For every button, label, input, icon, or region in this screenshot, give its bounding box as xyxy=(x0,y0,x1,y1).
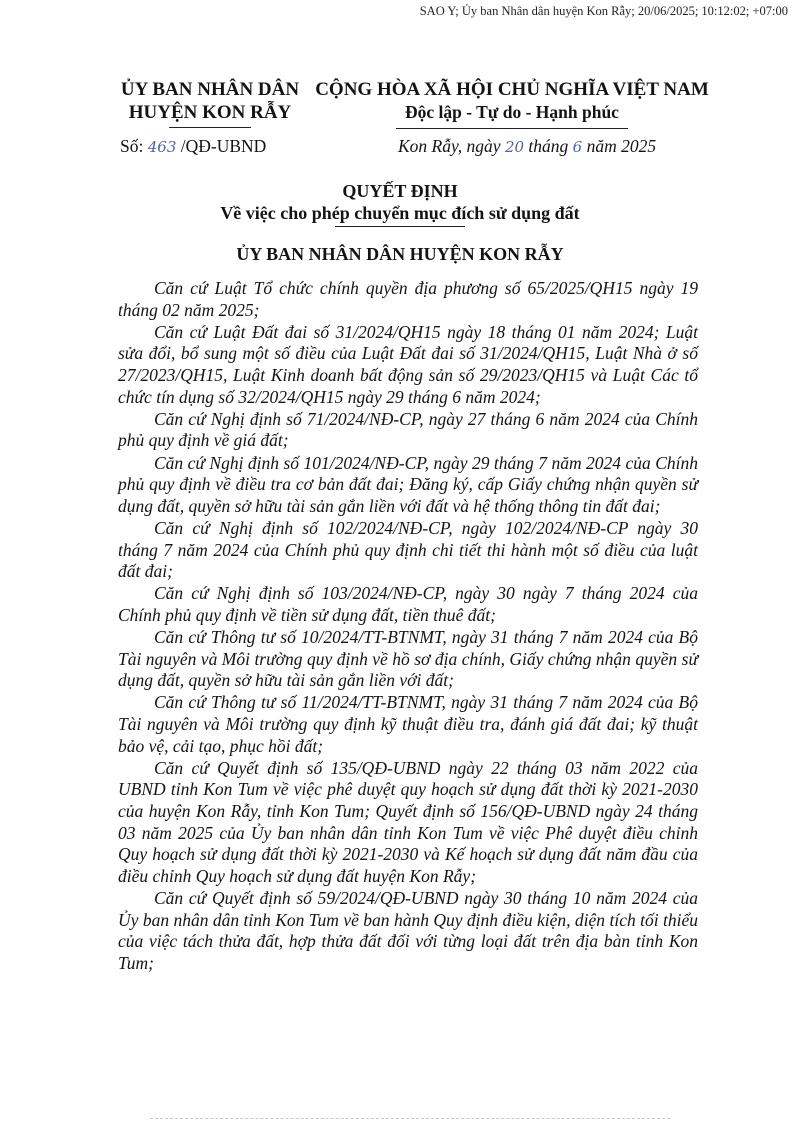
legal-basis-paragraph: Căn cứ Nghị định số 101/2024/NĐ-CP, ngày 29 tháng 7 năm 2024 của Chính phủ quy định về điều tra cơ bản đất đai; Đăng ký, cấp Giấy chứng nhận quyền sử dụng đất, quyền sở hữu tài sản gắn liền với đất và hệ thống thông tin đất đai; xyxy=(118,452,698,516)
legal-basis-paragraph: Căn cứ Luật Đất đai số 31/2024/QH15 ngày 18 tháng 01 năm 2024; Luật sửa đổi, bổ sung một số điều của Luật Đất đai số 31/2024/QH15, Luật Nhà ở số 27/2023/QH15, Luật Kinh doanh bất động sản số 29/2023/QH15 và Luật Các tổ chức tín dụng số 32/2024/QH15 ngày 29 tháng 6 năm 2024; xyxy=(118,321,698,407)
legal-basis-paragraph: Căn cứ Nghị định số 102/2024/NĐ-CP, ngày 102/2024/NĐ-CP ngày 30 tháng 7 năm 2024 của Chính phủ quy định chi tiết thi hành một số điều của luật đất đai; xyxy=(118,517,698,582)
handwritten-number: 463 xyxy=(147,138,177,156)
document-number xyxy=(120,136,266,157)
issuer-heading: ỦY BAN NHÂN DÂN HUYỆN KON RẪY xyxy=(236,244,564,264)
authority-line-1: ỦY BAN NHÂN DÂN xyxy=(120,79,300,100)
motto-underline xyxy=(396,128,628,129)
title-subject: Về việc cho phép chuyển mục đích sử dụng đất xyxy=(220,203,580,223)
document-title xyxy=(0,180,800,227)
legal-basis-paragraph: Căn cứ Nghị định số 71/2024/NĐ-CP, ngày 27 tháng 6 năm 2024 của Chính phủ quy định về giá đất; xyxy=(118,408,698,451)
legal-basis-paragraph: Căn cứ Thông tư số 11/2024/TT-BTNMT, ngày 31 tháng 7 năm 2024 của Bộ Tài nguyên và Môi trường quy định kỹ thuật điều tra, đánh giá đất đai; kỹ thuật bảo vệ, cải tạo, phục hồi đất; xyxy=(118,692,698,756)
authority-underline xyxy=(169,127,251,128)
title-underline xyxy=(335,226,465,227)
handwritten-month: 6 xyxy=(572,138,583,156)
legal-bases xyxy=(118,278,698,975)
number-prefix: Số: xyxy=(120,136,148,156)
legal-basis-paragraph: Căn cứ Nghị định số 103/2024/NĐ-CP, ngày 30 ngày 7 tháng 2024 của Chính phủ quy định về tiền sử dụng đất, tiền thuê đất; xyxy=(118,583,698,625)
legal-basis-paragraph: Căn cứ Quyết định số 59/2024/QĐ-UBND ngày 30 tháng 10 năm 2024 của Ủy ban nhân dân tỉnh Kon Tum về ban hành Quy định điều kiện, diện tích tối thiểu của việc tách thửa đất, hợp thửa đất đối với từng loại đất trên địa bàn tỉnh Kon Tum; xyxy=(118,887,698,973)
handwritten-day: 20 xyxy=(504,138,525,156)
legal-basis-paragraph: Căn cứ Luật Tổ chức chính quyền địa phương số 65/2025/QH15 ngày 19 tháng 02 năm 2025; xyxy=(118,278,698,320)
authority-line-2: HUYỆN KON RẪY xyxy=(128,102,292,123)
scan-edge-marks xyxy=(150,1118,670,1123)
number-suffix: /QĐ-UBND xyxy=(176,136,267,156)
date-prefix: Kon Rẫy, ngày xyxy=(398,136,505,156)
legal-basis-paragraph: Căn cứ Quyết định số 135/QĐ-UBND ngày 22 tháng 03 năm 2022 của UBND tỉnh Kon Tum về việc phê duyệt quy hoạch sử dụng đất thời kỳ 2021-2030 của huyện Kon Rẫy, tỉnh Kon Tum; Quyết định số 156/QĐ-UBND ngày 24 tháng 03 năm 2025 của Ủy ban nhân dân tỉnh Kon Tum về việc Phê duyệt điều chỉnh Quy hoạch sử dụng đất thời kỳ 2021-2030 và Kế hoạch sử dụng đất năm đầu của điều chỉnh Quy hoạch sử dụng đất huyện Kon Rẫy; xyxy=(118,757,698,886)
date-suffix: năm 2025 xyxy=(582,136,657,156)
nation-name: CỘNG HÒA XÃ HỘI CHỦ NGHĨA VIỆT NAM xyxy=(315,79,709,100)
national-motto: Độc lập - Tự do - Hạnh phúc xyxy=(405,102,619,122)
legal-basis-paragraph: Căn cứ Thông tư số 10/2024/TT-BTNMT, ngày 31 tháng 7 năm 2024 của Bộ Tài nguyên và Môi trường quy định về hồ sơ địa chính, Giấy chứng nhận quyền sử dụng đất, quyền sở hữu tài sản gắn liền với đất; xyxy=(118,627,698,691)
digital-copy-stamp: SAO Y; Ủy ban Nhân dân huyện Kon Rẫy; 20/06/2025; 10:12:02; +07:00 xyxy=(419,4,788,18)
title-main: QUYẾT ĐỊNH xyxy=(342,181,458,201)
document-date xyxy=(398,136,656,157)
national-header xyxy=(312,78,712,129)
issuing-authority xyxy=(110,78,310,128)
date-mid: tháng xyxy=(524,136,573,156)
